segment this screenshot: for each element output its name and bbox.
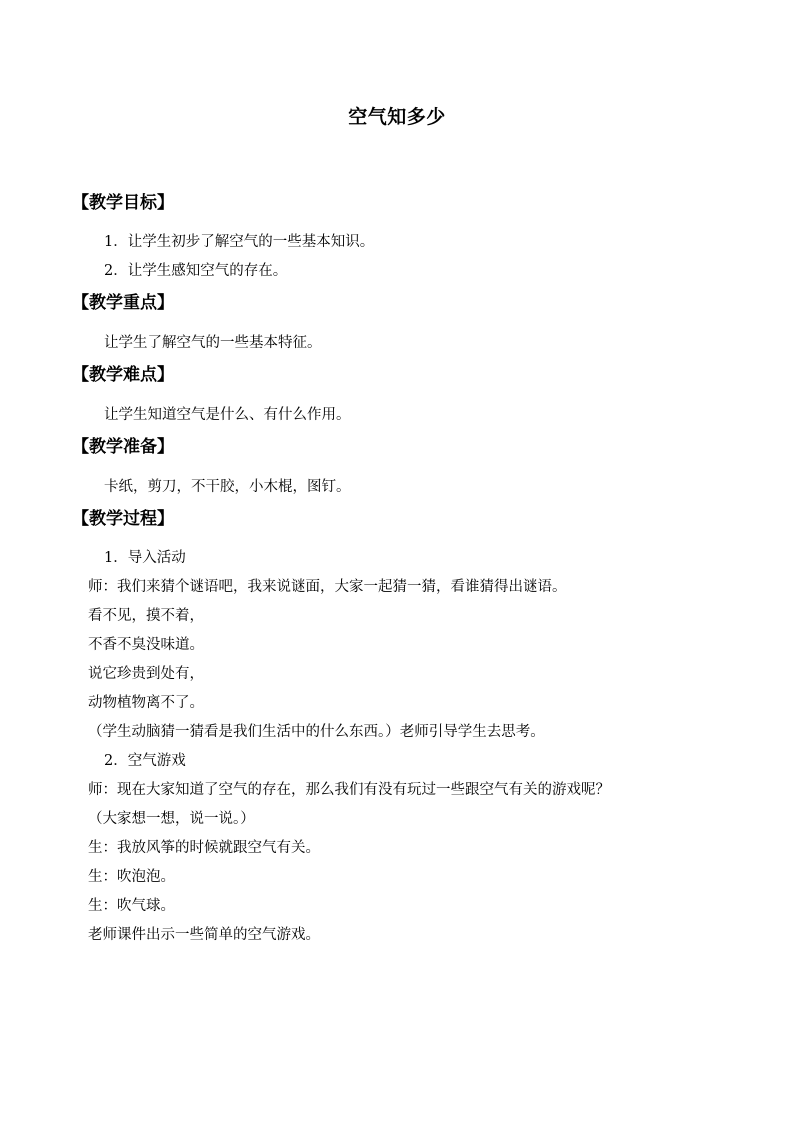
- heading-process: 【教学过程】: [72, 509, 174, 529]
- process-line: 老师课件出示一些简单的空气游戏。: [88, 927, 320, 943]
- document-title: 空气知多少: [348, 106, 446, 128]
- process-line: 师：我们来猜个谜语吧，我来说谜面，大家一起猜一猜，看谁猜得出谜语。: [88, 579, 567, 595]
- heading-key-points: 【教学重点】: [72, 293, 174, 313]
- heading-difficulties: 【教学难点】: [72, 365, 174, 385]
- process-line: 1．导入活动: [104, 550, 186, 566]
- goal-item-1: 1．让学生初步了解空气的一些基本知识。: [104, 234, 375, 250]
- process-line: 说它珍贵到处有，: [88, 666, 204, 682]
- goal-item-2: 2．让学生感知空气的存在。: [104, 263, 288, 279]
- process-line: 看不见，摸不着，: [88, 608, 204, 624]
- process-line: 生：吹泡泡。: [88, 869, 175, 885]
- difficulties-text: 让学生知道空气是什么、有什么作用。: [104, 407, 351, 423]
- process-line: 师：现在大家知道了空气的存在，那么我们有没有玩过一些跟空气有关的游戏呢？: [88, 782, 610, 798]
- heading-teaching-goals: 【教学目标】: [72, 193, 174, 213]
- heading-preparation: 【教学准备】: [72, 437, 174, 457]
- process-line: （大家想一想，说一说。）: [88, 811, 255, 827]
- process-line: 2．空气游戏: [104, 753, 186, 769]
- process-line: 生：吹气球。: [88, 898, 175, 914]
- key-points-text: 让学生了解空气的一些基本特征。: [104, 335, 322, 351]
- process-line: 不香不臭没味道。: [88, 637, 204, 653]
- process-line: （学生动脑猜一猜看是我们生活中的什么东西。）老师引导学生去思考。: [88, 724, 545, 740]
- process-line: 生：我放风筝的时候就跟空气有关。: [88, 840, 320, 856]
- preparation-text: 卡纸，剪刀，不干胶，小木棍，图钉。: [104, 479, 351, 495]
- process-line: 动物植物离不了。: [88, 695, 204, 711]
